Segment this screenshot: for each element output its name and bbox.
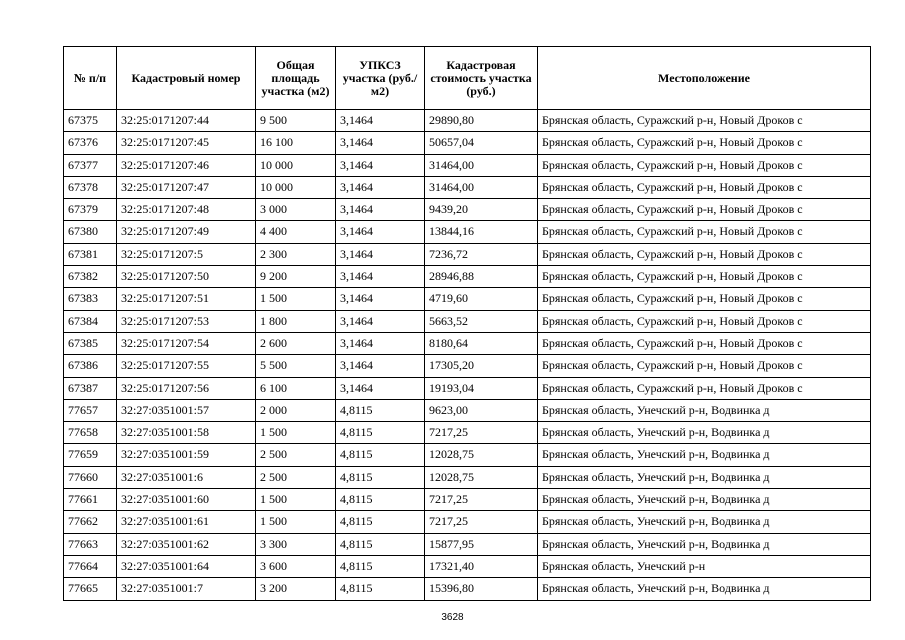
table-row [64, 310, 871, 332]
cell-index: 77658 [64, 422, 117, 444]
cell-cadastral-value: 9439,20 [425, 199, 538, 221]
cell-upksz: 3,1464 [336, 132, 425, 154]
cell-location: Брянская область, Суражский р-н, Новый Дроков с [538, 243, 871, 265]
cell-upksz: 3,1464 [336, 243, 425, 265]
cell-cadastral-value: 17305,20 [425, 355, 538, 377]
cell-area: 3 300 [256, 533, 336, 555]
cell-area: 9 500 [256, 110, 336, 132]
cell-index: 67376 [64, 132, 117, 154]
cell-index: 77659 [64, 444, 117, 466]
header-upksz: УПКСЗ участка (руб./м2) [336, 47, 425, 110]
cell-index: 77665 [64, 578, 117, 600]
cell-cadastral-number: 32:25:0171207:48 [117, 199, 256, 221]
cell-cadastral-number: 32:27:0351001:64 [117, 555, 256, 577]
table-row [64, 332, 871, 354]
table-row [64, 555, 871, 577]
cell-cadastral-value: 28946,88 [425, 266, 538, 288]
cell-area: 2 000 [256, 399, 336, 421]
cell-location: Брянская область, Унечский р-н, Водвинка д [538, 489, 871, 511]
cell-location: Брянская область, Унечский р-н, Водвинка д [538, 399, 871, 421]
cell-location: Брянская область, Суражский р-н, Новый Дроков с [538, 110, 871, 132]
cell-index: 67382 [64, 266, 117, 288]
cell-cadastral-value: 7236,72 [425, 243, 538, 265]
cell-upksz: 4,8115 [336, 444, 425, 466]
cell-area: 2 500 [256, 444, 336, 466]
header-area: Общая площадь участка (м2) [256, 47, 336, 110]
cell-cadastral-value: 7217,25 [425, 511, 538, 533]
table-row [64, 355, 871, 377]
header-cadastral-number: Кадастровый номер [117, 47, 256, 110]
cell-index: 67381 [64, 243, 117, 265]
table-row [64, 399, 871, 421]
cell-cadastral-value: 5663,52 [425, 310, 538, 332]
cell-cadastral-value: 9623,00 [425, 399, 538, 421]
header-cadastral-value: Кадастровая стоимость участка (руб.) [425, 47, 538, 110]
cell-index: 67377 [64, 154, 117, 176]
cell-location: Брянская область, Суражский р-н, Новый Дроков с [538, 154, 871, 176]
cell-location: Брянская область, Суражский р-н, Новый Дроков с [538, 355, 871, 377]
cell-area: 1 800 [256, 310, 336, 332]
table-row [64, 422, 871, 444]
cell-cadastral-number: 32:27:0351001:61 [117, 511, 256, 533]
cell-cadastral-number: 32:27:0351001:62 [117, 533, 256, 555]
table-row [64, 377, 871, 399]
cell-upksz: 3,1464 [336, 288, 425, 310]
cell-upksz: 3,1464 [336, 377, 425, 399]
cell-cadastral-value: 13844,16 [425, 221, 538, 243]
cell-index: 77657 [64, 399, 117, 421]
cell-area: 9 200 [256, 266, 336, 288]
cell-cadastral-value: 19193,04 [425, 377, 538, 399]
cell-upksz: 4,8115 [336, 466, 425, 488]
cell-upksz: 4,8115 [336, 422, 425, 444]
cell-upksz: 3,1464 [336, 310, 425, 332]
table-row [64, 176, 871, 198]
cell-cadastral-value: 4719,60 [425, 288, 538, 310]
cell-location: Брянская область, Суражский р-н, Новый Дроков с [538, 176, 871, 198]
cell-index: 67386 [64, 355, 117, 377]
table-row [64, 489, 871, 511]
header-index: № п/п [64, 47, 117, 110]
cell-location: Брянская область, Суражский р-н, Новый Дроков с [538, 132, 871, 154]
cell-cadastral-number: 32:25:0171207:55 [117, 355, 256, 377]
cell-area: 1 500 [256, 511, 336, 533]
table-row [64, 221, 871, 243]
cell-location: Брянская область, Суражский р-н, Новый Дроков с [538, 310, 871, 332]
cell-cadastral-value: 15877,95 [425, 533, 538, 555]
cell-cadastral-value: 17321,40 [425, 555, 538, 577]
cell-index: 67375 [64, 110, 117, 132]
cell-area: 1 500 [256, 489, 336, 511]
cell-upksz: 3,1464 [336, 176, 425, 198]
cell-index: 67380 [64, 221, 117, 243]
cell-index: 67387 [64, 377, 117, 399]
cell-area: 5 500 [256, 355, 336, 377]
cadastral-table [63, 46, 871, 601]
cell-cadastral-number: 32:27:0351001:58 [117, 422, 256, 444]
cell-upksz: 4,8115 [336, 578, 425, 600]
cell-area: 6 100 [256, 377, 336, 399]
cell-cadastral-number: 32:25:0171207:45 [117, 132, 256, 154]
cell-cadastral-number: 32:25:0171207:51 [117, 288, 256, 310]
cell-upksz: 3,1464 [336, 199, 425, 221]
cell-location: Брянская область, Унечский р-н [538, 555, 871, 577]
table-row [64, 578, 871, 600]
cell-cadastral-number: 32:27:0351001:59 [117, 444, 256, 466]
cell-cadastral-value: 8180,64 [425, 332, 538, 354]
cell-cadastral-value: 12028,75 [425, 466, 538, 488]
cell-upksz: 3,1464 [336, 266, 425, 288]
cell-cadastral-value: 31464,00 [425, 176, 538, 198]
cell-cadastral-number: 32:25:0171207:44 [117, 110, 256, 132]
table-header-row [64, 47, 871, 110]
cell-area: 4 400 [256, 221, 336, 243]
table-row [64, 288, 871, 310]
cell-cadastral-value: 50657,04 [425, 132, 538, 154]
table-row [64, 199, 871, 221]
cell-index: 67379 [64, 199, 117, 221]
cell-upksz: 3,1464 [336, 154, 425, 176]
cell-location: Брянская область, Унечский р-н, Водвинка д [538, 444, 871, 466]
cell-cadastral-number: 32:25:0171207:46 [117, 154, 256, 176]
table-body [64, 110, 871, 601]
table-row [64, 444, 871, 466]
cell-upksz: 3,1464 [336, 110, 425, 132]
cell-index: 77661 [64, 489, 117, 511]
cell-cadastral-value: 7217,25 [425, 489, 538, 511]
table-row [64, 511, 871, 533]
cell-location: Брянская область, Унечский р-н, Водвинка д [538, 466, 871, 488]
cell-cadastral-number: 32:27:0351001:60 [117, 489, 256, 511]
cell-index: 67378 [64, 176, 117, 198]
cell-cadastral-number: 32:25:0171207:49 [117, 221, 256, 243]
cell-area: 10 000 [256, 154, 336, 176]
cell-location: Брянская область, Суражский р-н, Новый Дроков с [538, 377, 871, 399]
cell-area: 2 500 [256, 466, 336, 488]
cell-index: 77660 [64, 466, 117, 488]
cell-cadastral-value: 31464,00 [425, 154, 538, 176]
cell-cadastral-value: 12028,75 [425, 444, 538, 466]
cell-area: 3 600 [256, 555, 336, 577]
cell-area: 1 500 [256, 288, 336, 310]
cell-area: 10 000 [256, 176, 336, 198]
table-row [64, 132, 871, 154]
cell-cadastral-number: 32:25:0171207:50 [117, 266, 256, 288]
cell-upksz: 4,8115 [336, 533, 425, 555]
cell-upksz: 4,8115 [336, 399, 425, 421]
cell-index: 77663 [64, 533, 117, 555]
cell-location: Брянская область, Унечский р-н, Водвинка д [538, 422, 871, 444]
cell-location: Брянская область, Суражский р-н, Новый Дроков с [538, 199, 871, 221]
cell-area: 3 200 [256, 578, 336, 600]
table-row [64, 243, 871, 265]
cell-cadastral-number: 32:25:0171207:5 [117, 243, 256, 265]
cell-area: 3 000 [256, 199, 336, 221]
cell-location: Брянская область, Унечский р-н, Водвинка д [538, 511, 871, 533]
cell-location: Брянская область, Суражский р-н, Новый Дроков с [538, 288, 871, 310]
cell-upksz: 4,8115 [336, 511, 425, 533]
table-row [64, 266, 871, 288]
cell-index: 77664 [64, 555, 117, 577]
cell-upksz: 3,1464 [336, 221, 425, 243]
cell-cadastral-number: 32:27:0351001:7 [117, 578, 256, 600]
cell-location: Брянская область, Унечский р-н, Водвинка д [538, 533, 871, 555]
cell-cadastral-value: 29890,80 [425, 110, 538, 132]
cell-location: Брянская область, Суражский р-н, Новый Дроков с [538, 221, 871, 243]
table-row [64, 110, 871, 132]
cell-cadastral-number: 32:25:0171207:53 [117, 310, 256, 332]
table-row [64, 154, 871, 176]
table-row [64, 533, 871, 555]
cell-cadastral-number: 32:27:0351001:57 [117, 399, 256, 421]
cell-index: 67384 [64, 310, 117, 332]
table-row [64, 466, 871, 488]
cell-index: 77662 [64, 511, 117, 533]
cell-location: Брянская область, Унечский р-н, Водвинка д [538, 578, 871, 600]
cell-location: Брянская область, Суражский р-н, Новый Дроков с [538, 332, 871, 354]
cell-cadastral-number: 32:25:0171207:54 [117, 332, 256, 354]
cell-upksz: 4,8115 [336, 555, 425, 577]
cell-cadastral-number: 32:27:0351001:6 [117, 466, 256, 488]
cell-cadastral-value: 7217,25 [425, 422, 538, 444]
cell-location: Брянская область, Суражский р-н, Новый Дроков с [538, 266, 871, 288]
cell-upksz: 3,1464 [336, 355, 425, 377]
cell-upksz: 3,1464 [336, 332, 425, 354]
cell-area: 2 300 [256, 243, 336, 265]
cell-area: 1 500 [256, 422, 336, 444]
cell-upksz: 4,8115 [336, 489, 425, 511]
cell-cadastral-value: 15396,80 [425, 578, 538, 600]
page-number: 3628 [441, 612, 464, 623]
cell-index: 67383 [64, 288, 117, 310]
header-location: Местоположение [538, 47, 871, 110]
cell-area: 16 100 [256, 132, 336, 154]
cell-index: 67385 [64, 332, 117, 354]
cell-cadastral-number: 32:25:0171207:47 [117, 176, 256, 198]
cell-cadastral-number: 32:25:0171207:56 [117, 377, 256, 399]
cell-area: 2 600 [256, 332, 336, 354]
